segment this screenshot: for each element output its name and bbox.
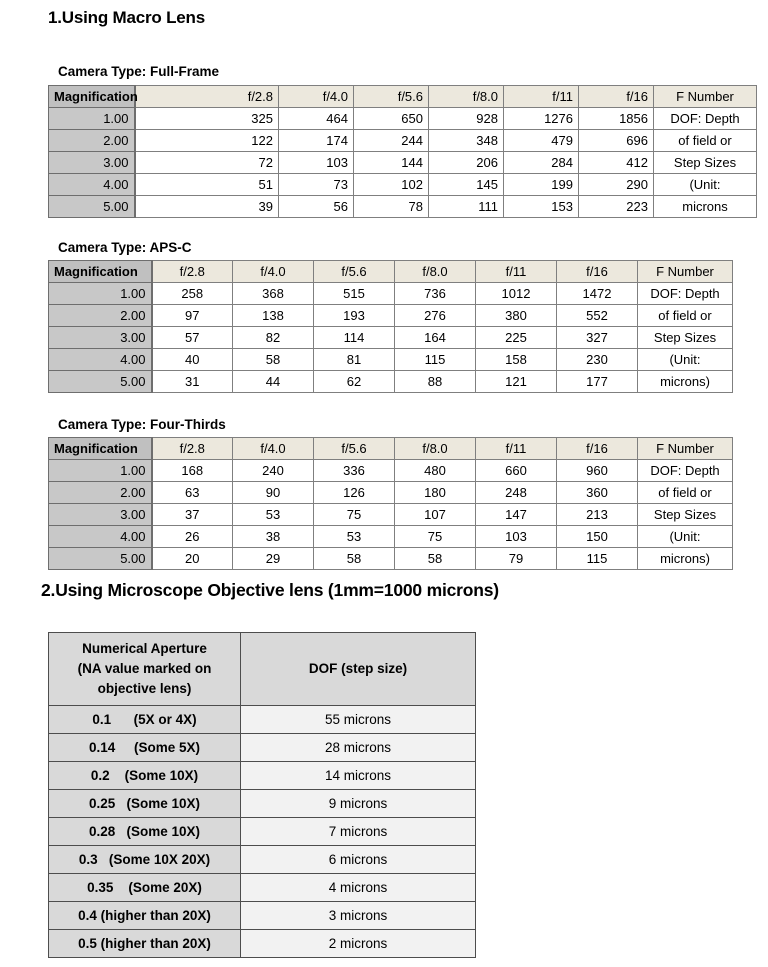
table-header-row xyxy=(49,86,757,108)
cell-dof-value: 72 xyxy=(135,152,279,174)
column-header-magnification: Magnification xyxy=(49,261,152,283)
cell-note-line: DOF: Depth xyxy=(638,460,733,482)
cell-dof-value: 1276 xyxy=(504,108,579,130)
cell-dof-value: 240 xyxy=(233,460,314,482)
column-header-f16: f/16 xyxy=(557,438,638,460)
cell-dof-value: 62 xyxy=(314,371,395,393)
cell-dof-value: 115 xyxy=(557,548,638,570)
column-header-f4-0: f/4.0 xyxy=(233,438,314,460)
cell-dof-value: 6 microns xyxy=(241,846,476,874)
cell-dof-value: 660 xyxy=(476,460,557,482)
header-line-2: (NA value marked on xyxy=(77,661,212,676)
cell-dof-value: 58 xyxy=(395,548,476,570)
section-heading-microscope-objective: 2.Using Microscope Objective lens (1mm=1000 microns) xyxy=(41,580,499,600)
cell-dof-value: 138 xyxy=(233,305,314,327)
table-row xyxy=(49,790,476,818)
cell-dof-value: 736 xyxy=(395,283,476,305)
cell-dof-value: 147 xyxy=(476,504,557,526)
cell-dof-value: 107 xyxy=(395,504,476,526)
table-header-row xyxy=(49,261,733,283)
cell-dof-value: 103 xyxy=(476,526,557,548)
cell-dof-value: 56 xyxy=(279,196,354,218)
table-row xyxy=(49,460,733,482)
cell-dof-value: 4 microns xyxy=(241,874,476,902)
cell-dof-value: 58 xyxy=(233,349,314,371)
table-row xyxy=(49,349,733,371)
cell-dof-value: 368 xyxy=(233,283,314,305)
header-line-1: Numerical Aperture xyxy=(82,641,207,656)
column-header-f11: f/11 xyxy=(476,261,557,283)
cell-na-value: 0.28 (Some 10X) xyxy=(49,818,241,846)
cell-magnification: 5.00 xyxy=(49,548,152,570)
cell-magnification: 4.00 xyxy=(49,174,135,196)
cell-na-value: 0.5 (higher than 20X) xyxy=(49,930,241,958)
cell-note-line: Step Sizes xyxy=(638,327,733,349)
cell-magnification: 1.00 xyxy=(49,283,152,305)
table-row xyxy=(49,526,733,548)
cell-dof-value: 348 xyxy=(429,130,504,152)
cell-dof-value: 63 xyxy=(152,482,233,504)
cell-dof-value: 20 xyxy=(152,548,233,570)
table-caption-aps-c: Camera Type: APS-C xyxy=(58,240,192,255)
cell-na-value: 0.4 (higher than 20X) xyxy=(49,902,241,930)
table-row xyxy=(49,734,476,762)
column-header-magnification: Magnification xyxy=(49,86,135,108)
cell-dof-value: 276 xyxy=(395,305,476,327)
table-full-frame-dof xyxy=(48,85,757,218)
cell-dof-value: 213 xyxy=(557,504,638,526)
column-header-f11: f/11 xyxy=(476,438,557,460)
cell-note-line: (Unit: xyxy=(654,174,757,196)
cell-dof-value: 158 xyxy=(476,349,557,371)
cell-dof-value: 168 xyxy=(152,460,233,482)
cell-dof-value: 97 xyxy=(152,305,233,327)
table-row xyxy=(49,762,476,790)
cell-magnification: 5.00 xyxy=(49,196,135,218)
table-row xyxy=(49,152,757,174)
cell-dof-value: 206 xyxy=(429,152,504,174)
table-row xyxy=(49,371,733,393)
cell-dof-value: 115 xyxy=(395,349,476,371)
column-header-f5-6: f/5.6 xyxy=(314,261,395,283)
cell-dof-value: 31 xyxy=(152,371,233,393)
column-header-f16: f/16 xyxy=(579,86,654,108)
column-header-f-number: F Number xyxy=(654,86,757,108)
cell-dof-value: 73 xyxy=(279,174,354,196)
cell-dof-value: 164 xyxy=(395,327,476,349)
column-header-f8-0: f/8.0 xyxy=(395,438,476,460)
column-header-f4-0: f/4.0 xyxy=(279,86,354,108)
header-line-3: objective lens) xyxy=(97,681,192,696)
cell-magnification: 1.00 xyxy=(49,460,152,482)
cell-note-line: of field or xyxy=(638,305,733,327)
cell-dof-value: 480 xyxy=(395,460,476,482)
column-header-f8-0: f/8.0 xyxy=(395,261,476,283)
cell-dof-value: 552 xyxy=(557,305,638,327)
cell-dof-value: 336 xyxy=(314,460,395,482)
cell-dof-value: 960 xyxy=(557,460,638,482)
cell-na-value: 0.35 (Some 20X) xyxy=(49,874,241,902)
table-row xyxy=(49,196,757,218)
cell-dof-value: 284 xyxy=(504,152,579,174)
cell-dof-value: 7 microns xyxy=(241,818,476,846)
cell-note-line: Step Sizes xyxy=(638,504,733,526)
cell-dof-value: 248 xyxy=(476,482,557,504)
cell-note-line: microns xyxy=(654,196,757,218)
cell-dof-value: 28 microns xyxy=(241,734,476,762)
column-header-f2-8: f/2.8 xyxy=(135,86,279,108)
table-row xyxy=(49,902,476,930)
table-row xyxy=(49,548,733,570)
cell-dof-value: 290 xyxy=(579,174,654,196)
cell-dof-value: 121 xyxy=(476,371,557,393)
table-four-thirds-dof xyxy=(48,437,733,570)
table-row xyxy=(49,305,733,327)
cell-dof-value: 2 microns xyxy=(241,930,476,958)
table-row xyxy=(49,482,733,504)
cell-dof-value: 51 xyxy=(135,174,279,196)
cell-magnification: 2.00 xyxy=(49,482,152,504)
cell-dof-value: 114 xyxy=(314,327,395,349)
cell-dof-value: 696 xyxy=(579,130,654,152)
cell-dof-value: 515 xyxy=(314,283,395,305)
cell-dof-value: 57 xyxy=(152,327,233,349)
cell-dof-value: 58 xyxy=(314,548,395,570)
cell-dof-value: 122 xyxy=(135,130,279,152)
table-microscope-objective-dof xyxy=(48,632,476,958)
cell-magnification: 3.00 xyxy=(49,327,152,349)
cell-magnification: 3.00 xyxy=(49,504,152,526)
cell-dof-value: 145 xyxy=(429,174,504,196)
cell-dof-value: 103 xyxy=(279,152,354,174)
cell-dof-value: 150 xyxy=(557,526,638,548)
cell-note-line: microns) xyxy=(638,548,733,570)
cell-note-line: of field or xyxy=(654,130,757,152)
cell-dof-value: 82 xyxy=(233,327,314,349)
table-row xyxy=(49,874,476,902)
cell-dof-value: 223 xyxy=(579,196,654,218)
cell-dof-value: 258 xyxy=(152,283,233,305)
cell-dof-value: 464 xyxy=(279,108,354,130)
cell-dof-value: 40 xyxy=(152,349,233,371)
table-caption-full-frame: Camera Type: Full-Frame xyxy=(58,64,220,79)
cell-dof-value: 174 xyxy=(279,130,354,152)
cell-dof-value: 79 xyxy=(476,548,557,570)
column-header-magnification: Magnification xyxy=(49,438,152,460)
table-aps-c-dof xyxy=(48,260,733,393)
cell-dof-value: 126 xyxy=(314,482,395,504)
cell-magnification: 2.00 xyxy=(49,305,152,327)
cell-dof-value: 144 xyxy=(354,152,429,174)
column-header-f-number: F Number xyxy=(638,261,733,283)
cell-dof-value: 230 xyxy=(557,349,638,371)
cell-note-line: (Unit: xyxy=(638,349,733,371)
cell-na-value: 0.14 (Some 5X) xyxy=(49,734,241,762)
cell-note-line: microns) xyxy=(638,371,733,393)
cell-dof-value: 180 xyxy=(395,482,476,504)
cell-dof-value: 90 xyxy=(233,482,314,504)
cell-dof-value: 177 xyxy=(557,371,638,393)
column-header-f5-6: f/5.6 xyxy=(354,86,429,108)
column-header-f11: f/11 xyxy=(504,86,579,108)
cell-dof-value: 53 xyxy=(314,526,395,548)
cell-magnification: 3.00 xyxy=(49,152,135,174)
column-header-f4-0: f/4.0 xyxy=(233,261,314,283)
cell-dof-value: 412 xyxy=(579,152,654,174)
cell-magnification: 5.00 xyxy=(49,371,152,393)
table-header-row xyxy=(49,438,733,460)
cell-dof-value: 928 xyxy=(429,108,504,130)
cell-dof-value: 78 xyxy=(354,196,429,218)
cell-dof-value: 327 xyxy=(557,327,638,349)
table-header-row xyxy=(49,633,476,706)
cell-dof-value: 360 xyxy=(557,482,638,504)
cell-dof-value: 44 xyxy=(233,371,314,393)
cell-magnification: 1.00 xyxy=(49,108,135,130)
cell-dof-value: 650 xyxy=(354,108,429,130)
cell-dof-value: 244 xyxy=(354,130,429,152)
cell-dof-value: 102 xyxy=(354,174,429,196)
cell-na-value: 0.3 (Some 10X 20X) xyxy=(49,846,241,874)
table-row xyxy=(49,930,476,958)
cell-dof-value: 26 xyxy=(152,526,233,548)
table-row xyxy=(49,818,476,846)
section-heading-macro-lens: 1.Using Macro Lens xyxy=(48,8,205,27)
table-row xyxy=(49,130,757,152)
column-header-f2-8: f/2.8 xyxy=(152,438,233,460)
column-header-f5-6: f/5.6 xyxy=(314,438,395,460)
cell-na-value: 0.25 (Some 10X) xyxy=(49,790,241,818)
cell-dof-value: 3 microns xyxy=(241,902,476,930)
cell-magnification: 2.00 xyxy=(49,130,135,152)
table-row xyxy=(49,504,733,526)
cell-magnification: 4.00 xyxy=(49,349,152,371)
cell-dof-value: 75 xyxy=(314,504,395,526)
cell-dof-value: 29 xyxy=(233,548,314,570)
column-header-f16: f/16 xyxy=(557,261,638,283)
cell-na-value: 0.2 (Some 10X) xyxy=(49,762,241,790)
cell-dof-value: 1012 xyxy=(476,283,557,305)
cell-dof-value: 153 xyxy=(504,196,579,218)
cell-note-line: Step Sizes xyxy=(654,152,757,174)
column-header-f8-0: f/8.0 xyxy=(429,86,504,108)
cell-note-line: DOF: Depth xyxy=(654,108,757,130)
table-row xyxy=(49,283,733,305)
table-row xyxy=(49,108,757,130)
table-caption-four-thirds: Camera Type: Four-Thirds xyxy=(58,417,226,432)
cell-note-line: of field or xyxy=(638,482,733,504)
cell-dof-value: 325 xyxy=(135,108,279,130)
table-row xyxy=(49,846,476,874)
cell-dof-value: 1472 xyxy=(557,283,638,305)
column-header-f2-8: f/2.8 xyxy=(152,261,233,283)
cell-dof-value: 193 xyxy=(314,305,395,327)
cell-note-line: DOF: Depth xyxy=(638,283,733,305)
cell-dof-value: 39 xyxy=(135,196,279,218)
cell-note-line: (Unit: xyxy=(638,526,733,548)
cell-dof-value: 55 microns xyxy=(241,706,476,734)
column-header-dof-step-size: DOF (step size) xyxy=(241,633,476,706)
cell-dof-value: 75 xyxy=(395,526,476,548)
cell-dof-value: 111 xyxy=(429,196,504,218)
cell-dof-value: 88 xyxy=(395,371,476,393)
cell-dof-value: 14 microns xyxy=(241,762,476,790)
table-row xyxy=(49,706,476,734)
cell-dof-value: 1856 xyxy=(579,108,654,130)
cell-dof-value: 479 xyxy=(504,130,579,152)
cell-dof-value: 380 xyxy=(476,305,557,327)
column-header-numerical-aperture xyxy=(49,633,241,706)
table-row xyxy=(49,174,757,196)
cell-dof-value: 9 microns xyxy=(241,790,476,818)
cell-na-value: 0.1 (5X or 4X) xyxy=(49,706,241,734)
cell-dof-value: 37 xyxy=(152,504,233,526)
cell-dof-value: 38 xyxy=(233,526,314,548)
cell-dof-value: 81 xyxy=(314,349,395,371)
cell-dof-value: 199 xyxy=(504,174,579,196)
cell-dof-value: 53 xyxy=(233,504,314,526)
table-row xyxy=(49,327,733,349)
cell-magnification: 4.00 xyxy=(49,526,152,548)
column-header-f-number: F Number xyxy=(638,438,733,460)
cell-dof-value: 225 xyxy=(476,327,557,349)
